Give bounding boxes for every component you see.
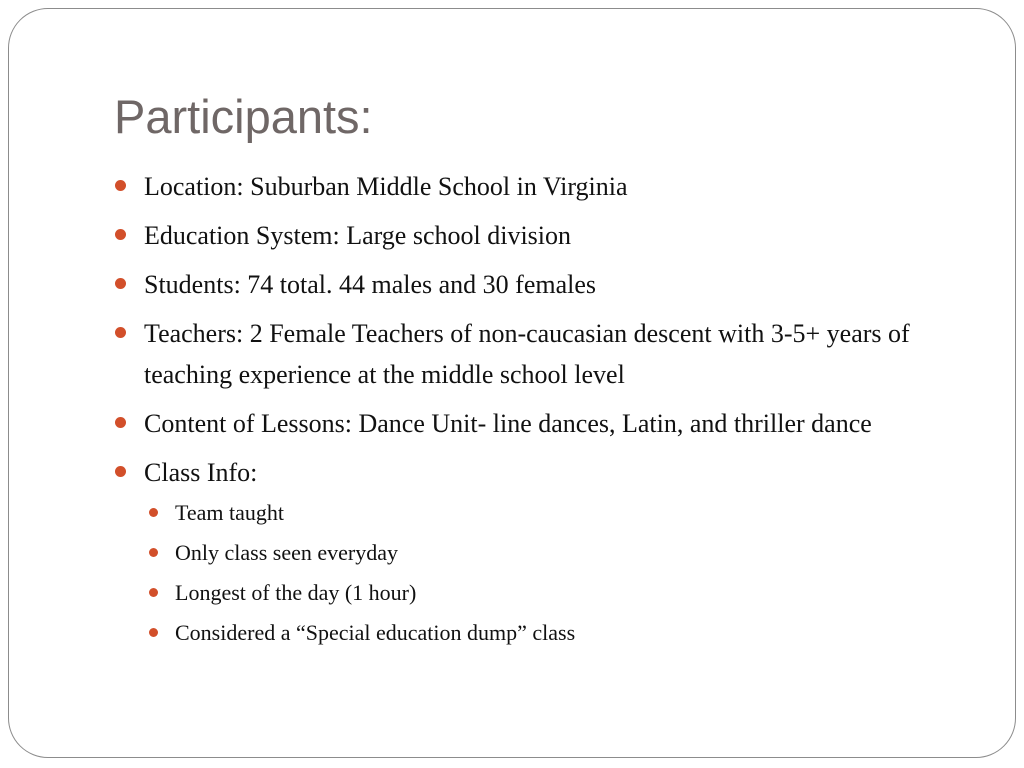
sub-bullet-list: [114, 497, 944, 649]
sub-bullet-item-considered: [145, 617, 944, 649]
bullet-dot-icon: [115, 278, 126, 289]
bullet-dot-icon: [115, 180, 126, 191]
slide-title: Participants:: [114, 90, 373, 143]
sub-bullet-text: Only class seen everyday: [175, 540, 398, 565]
bullet-text: Students: 74 total. 44 males and 30 females: [144, 270, 597, 299]
bullet-text: Class Info:: [144, 458, 258, 487]
sub-bullet-dot-icon: [149, 508, 158, 517]
bullet-dot-icon: [115, 417, 126, 428]
sub-bullet-item-only-class: [145, 537, 944, 569]
bullet-item-class-info: [114, 452, 944, 493]
sub-bullet-item-longest: [145, 577, 944, 609]
bullet-text: Content of Lessons: Dance Unit- line dances, Latin, and thriller dance: [144, 409, 872, 438]
bullet-text: Teachers: 2 Female Teachers of non-caucasian descent with 3-5+ years of teaching experience at the middle school level: [144, 319, 910, 389]
sub-bullet-text: Team taught: [175, 500, 285, 525]
bullet-text: Location: Suburban Middle School in Virginia: [144, 172, 628, 201]
bullet-dot-icon: [115, 229, 126, 240]
sub-bullet-container: [114, 497, 944, 649]
bullet-item-content-of-lessons: [114, 403, 944, 444]
sub-bullet-dot-icon: [149, 548, 158, 557]
bullet-item-education-system: [114, 215, 944, 256]
sub-bullet-text: Considered a “Special education dump” class: [175, 620, 576, 645]
sub-bullet-dot-icon: [149, 628, 158, 637]
bullet-dot-icon: [115, 327, 126, 338]
bullet-item-location: [114, 166, 944, 207]
bullet-dot-icon: [115, 466, 126, 477]
bullet-text: Education System: Large school division: [144, 221, 572, 250]
bullet-list: [114, 166, 944, 657]
sub-bullet-item-team-taught: [145, 497, 944, 529]
bullet-item-students: [114, 264, 944, 305]
sub-bullet-dot-icon: [149, 588, 158, 597]
sub-bullet-text: Longest of the day (1 hour): [175, 580, 417, 605]
bullet-item-teachers: [114, 313, 944, 395]
